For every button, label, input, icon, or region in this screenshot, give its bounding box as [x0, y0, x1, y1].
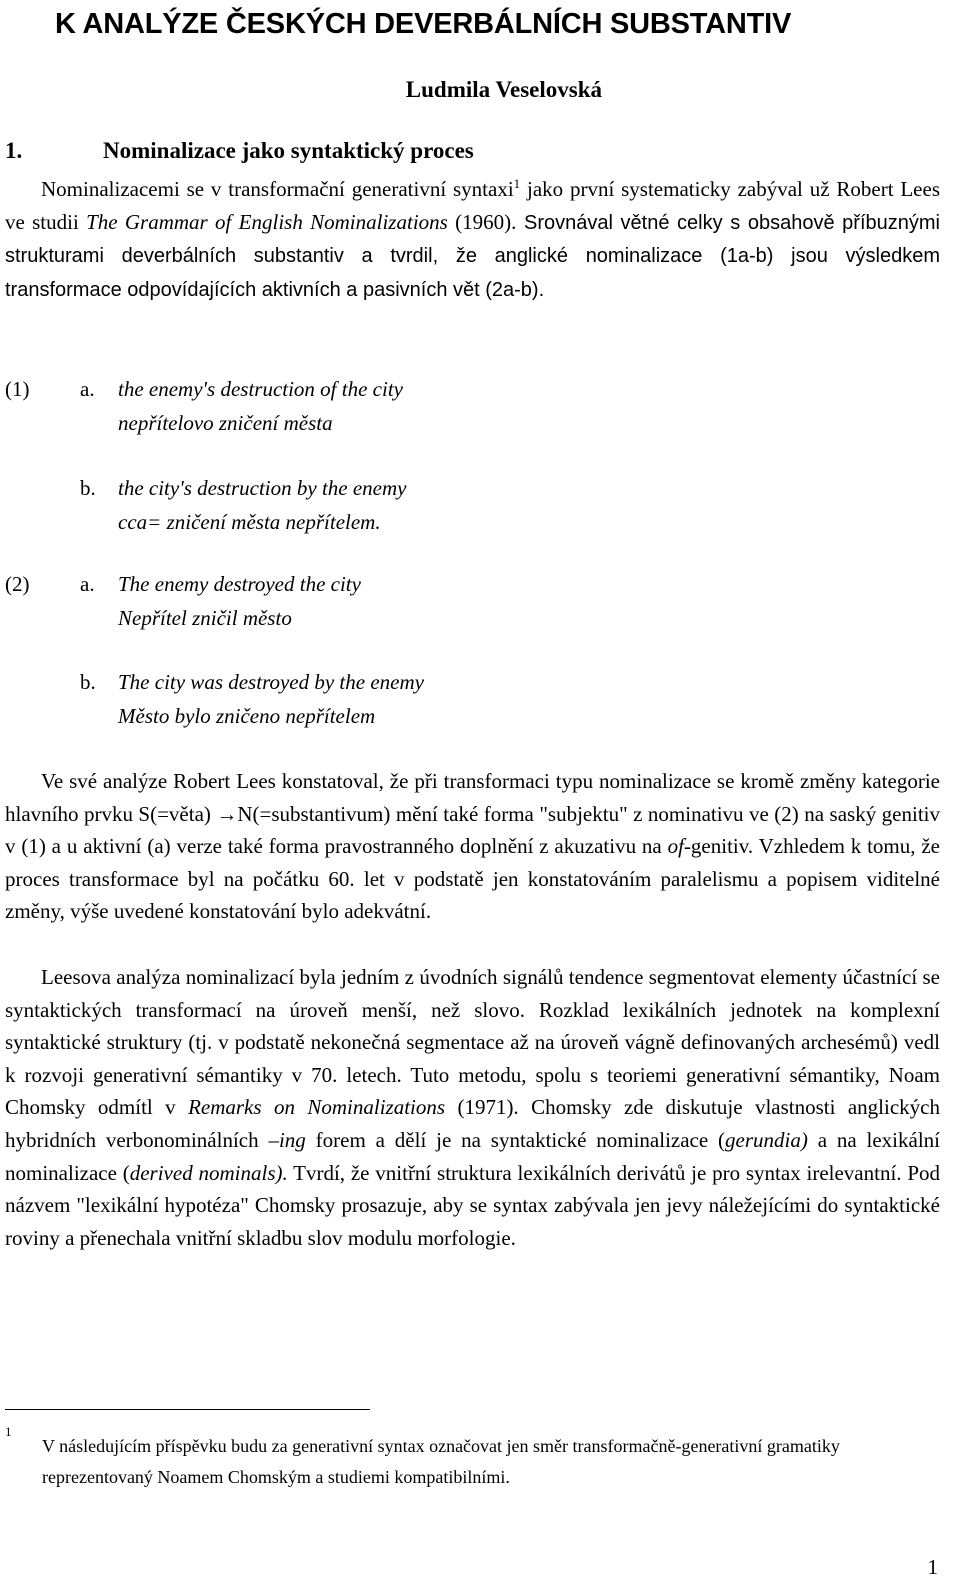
- example-sublabel: b.: [80, 670, 96, 694]
- example-label: (1): [5, 377, 30, 401]
- cited-work-title: The Grammar of English Nominalizations: [86, 209, 448, 234]
- page-number: 1: [927, 1555, 938, 1579]
- example-line-english: the city's destruction by the enemy: [118, 476, 407, 500]
- document-title: K ANALÝZE ČESKÝCH DEVERBÁLNÍCH SUBSTANTIV: [55, 8, 792, 40]
- example-label: (2): [5, 572, 30, 596]
- example-line-czech: Nepřítel zničil město: [118, 606, 292, 630]
- para3-text-1: Leesova analýza nominalizací byla jedním z úvodních signálů tendence segmentovat elementy účastnící se syntaktických transformací na úroveň menší, než slovo. Rozklad lexikálních jednotek na komplexní syntaktické struktury (tj. v podstatě nekonečná segmentace až na úroveň vágně definovaných archesémů) vedl k rozvoji generativní sémantiky v 70. letech. Tuto metodu, spolu s teoriemi generativní sémantiky, Noam Chomsky odmítl v: [5, 965, 940, 1120]
- arrow-symbol: →: [216, 801, 238, 826]
- section-number: 1.: [5, 138, 23, 163]
- example-sublabel: a.: [80, 377, 95, 401]
- italic-ing: –ing: [268, 1127, 306, 1152]
- example-line-czech: Město bylo zničeno nepřítelem: [118, 704, 376, 728]
- example-line-english: The enemy destroyed the city: [118, 572, 361, 596]
- example-sublabel: b.: [80, 476, 96, 500]
- para3-text-2: (1971). Chomsky zde diskutuje vlastnosti anglických hybridních verbonominálních: [5, 1095, 940, 1152]
- paragraph-lees-analysis: [5, 765, 940, 928]
- para1-text-2: jako první systematicky zabýval už Robert Lees ve studii: [5, 177, 940, 234]
- author-name: Ludmila Veselovská: [405, 77, 602, 102]
- para1-text-1: Nominalizacemi se v transformační generativní syntaxi: [41, 177, 514, 201]
- para2-text-2: N(=substantivum) mění také forma "subjektu" z nominativu ve (2) na saský genitiv v (1) a u aktivní (a) verze také forma pravostranného doplnění z akuzativu na: [5, 801, 941, 859]
- para2-text-3: -genitiv. Vzhledem k tomu, že proces transformace byl na počátku 60. let v podstatě jen konstatováním paralelismu a popisem viditelné změny, výše uvedené konstatování bylo adekvátní.: [5, 834, 941, 924]
- footnote-reference[interactable]: 1: [513, 176, 521, 191]
- example-line-english: the enemy's destruction of the city: [118, 377, 403, 401]
- para1-text-3: (1960).: [447, 209, 517, 234]
- italic-of: of: [667, 834, 684, 859]
- para3-text-5: Tvrdí, že vnitřní struktura lexikálních derivátů je pro syntax irelevantní. Pod názvem "lexikální hypotéza" Chomsky prosazuje, aby se syntax zabývala jen jevy náležejícími do syntaktické roviny a přenechala vnitřní skladbu slov modulu morfologie.: [5, 1160, 940, 1250]
- paragraph-intro: [5, 173, 940, 306]
- italic-derived-nominals: derived nominals).: [129, 1160, 288, 1185]
- para3-text-4: a na lexikální nominalizace (: [5, 1127, 940, 1185]
- example-line-czech: cca= zničení města nepřítelem.: [118, 510, 381, 534]
- footnote-text: V následujícím příspěvku budu za generativní syntax označovat jen směr transformačně-generativní gramatiky reprezentovaný Noamem Chomským a studiemi kompatibilními.: [42, 1436, 840, 1487]
- para1-text-4: Srovnával větné celky s obsahově příbuznými strukturami deverbálních substantiv a tvrdil, že anglické nominalizace (1a-b) jsou výsledkem transformace odpovídajících aktivních a pasivních vět (2a-b).: [5, 211, 940, 301]
- italic-gerundia: gerundia): [725, 1127, 808, 1152]
- example-sublabel: a.: [80, 572, 95, 596]
- footnote-separator: [5, 1409, 370, 1410]
- section-title: Nominalizace jako syntaktický proces: [103, 138, 474, 163]
- section-heading: [5, 135, 474, 167]
- para3-text-3: forem a dělí je na syntaktické nominalizace (: [305, 1127, 726, 1152]
- example-line-czech: nepřítelovo zničení města: [118, 411, 333, 435]
- paragraph-chomsky: [5, 961, 940, 1254]
- example-line-english: The city was destroyed by the enemy: [118, 670, 424, 694]
- cited-work-title: Remarks on Nominalizations: [188, 1095, 446, 1120]
- footnote-marker: 1: [5, 1424, 12, 1439]
- para2-text-1: Ve své analýze Robert Lees konstatoval, že při transformaci typu nominalizace se kromě změny kategorie hlavního prvku S(=věta): [5, 769, 940, 826]
